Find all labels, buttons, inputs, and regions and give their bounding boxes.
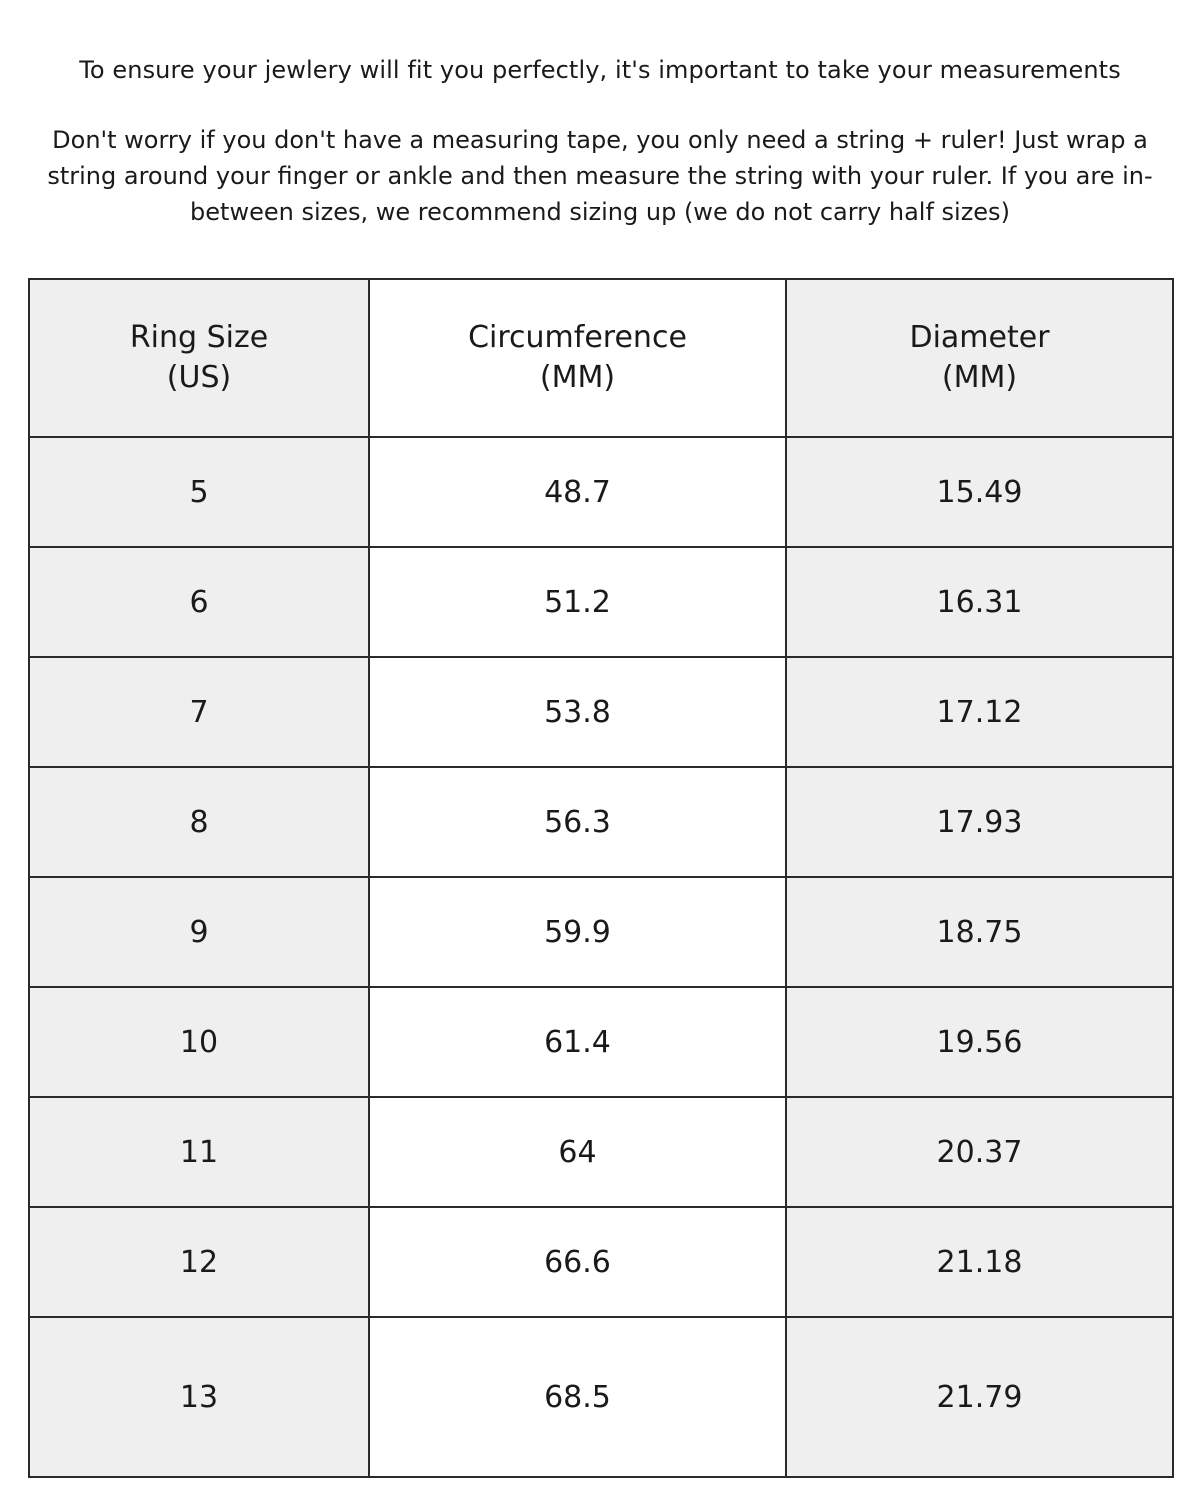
ring-size-cell: 11 — [29, 1097, 369, 1207]
table-row — [29, 1207, 1173, 1317]
ring-size-cell: 12 — [29, 1207, 369, 1317]
diameter-cell: 15.49 — [786, 437, 1173, 547]
intro-instructions: Don't worry if you don't have a measuring tape, you only need a string + ruler! Just wrap a string around your finger or ankle and then measure the string with your ruler. If you are in-between sizes, we recommend sizing up (we do not carry half sizes) — [47, 126, 1153, 226]
header-diameter — [786, 279, 1173, 437]
header-ring-size-unit: (US) — [166, 360, 232, 395]
ring-size-cell: 9 — [29, 877, 369, 987]
ring-size-table — [28, 278, 1174, 1478]
table-row — [29, 1097, 1173, 1207]
ring-size-cell: 8 — [29, 767, 369, 877]
ring-size-cell: 6 — [29, 547, 369, 657]
ring-size-cell: 7 — [29, 657, 369, 767]
header-ring-size-label: Ring Size — [129, 320, 269, 355]
ring-size-cell: 10 — [29, 987, 369, 1097]
circumference-cell: 68.5 — [369, 1317, 786, 1477]
header-circumference-unit: (MM) — [539, 360, 616, 395]
table-row — [29, 987, 1173, 1097]
diameter-cell: 21.18 — [786, 1207, 1173, 1317]
circumference-cell: 48.7 — [369, 437, 786, 547]
table-header-row — [29, 279, 1173, 437]
circumference-cell: 61.4 — [369, 987, 786, 1097]
table-row — [29, 767, 1173, 877]
ring-size-cell: 13 — [29, 1317, 369, 1477]
circumference-cell: 53.8 — [369, 657, 786, 767]
table-row — [29, 547, 1173, 657]
table-row — [29, 1317, 1173, 1477]
diameter-cell: 16.31 — [786, 547, 1173, 657]
header-diameter-unit: (MM) — [941, 360, 1018, 395]
circumference-cell: 51.2 — [369, 547, 786, 657]
intro-section — [0, 52, 1200, 230]
ring-size-cell: 5 — [29, 437, 369, 547]
header-ring-size — [29, 279, 369, 437]
diameter-cell: 19.56 — [786, 987, 1173, 1097]
diameter-cell: 21.79 — [786, 1317, 1173, 1477]
header-circumference — [369, 279, 786, 437]
header-diameter-label: Diameter — [909, 320, 1050, 355]
table-row — [29, 437, 1173, 547]
diameter-cell: 20.37 — [786, 1097, 1173, 1207]
circumference-cell: 64 — [369, 1097, 786, 1207]
intro-heading: To ensure your jewlery will fit you perfectly, it's important to take your measurements — [79, 56, 1121, 84]
diameter-cell: 17.93 — [786, 767, 1173, 877]
diameter-cell: 18.75 — [786, 877, 1173, 987]
table-row — [29, 657, 1173, 767]
diameter-cell: 17.12 — [786, 657, 1173, 767]
table-row — [29, 877, 1173, 987]
circumference-cell: 56.3 — [369, 767, 786, 877]
circumference-cell: 59.9 — [369, 877, 786, 987]
header-circumference-label: Circumference — [468, 320, 687, 355]
circumference-cell: 66.6 — [369, 1207, 786, 1317]
